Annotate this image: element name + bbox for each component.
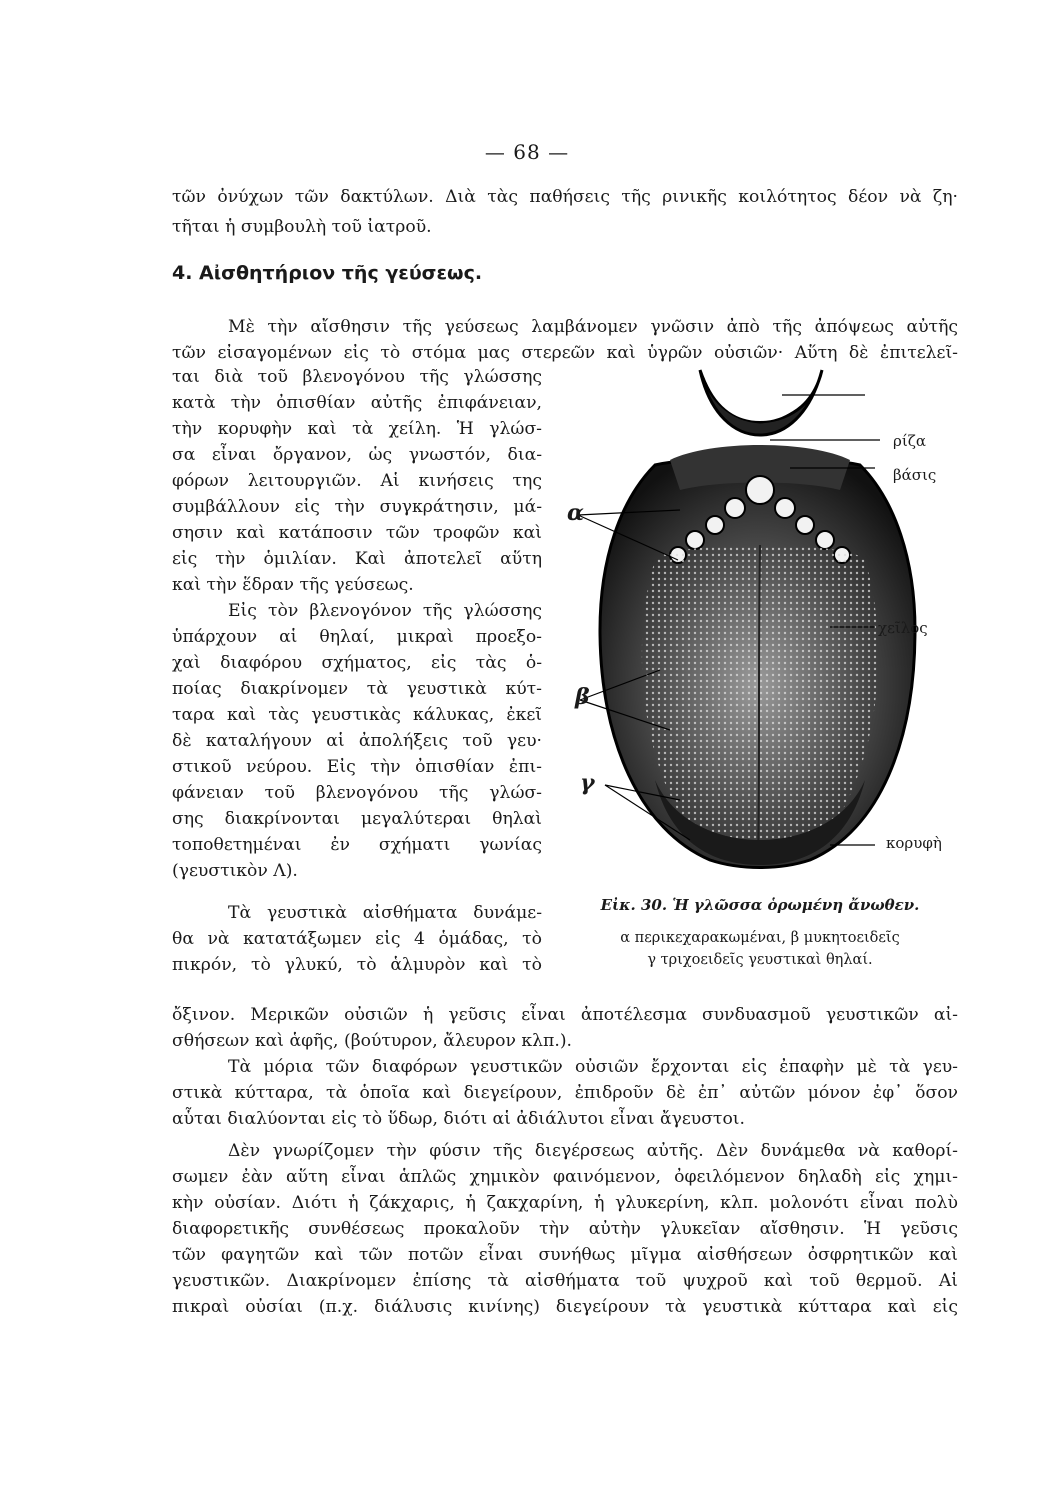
text-line: σησιν καὶ κατάποσιν τῶν τροφῶν καὶ <box>172 523 542 543</box>
figure-legend-line: γ τριχοειδεῖς γευστικαὶ θηλαί. <box>647 952 873 968</box>
label-edge: χεῖλος <box>878 619 928 637</box>
label-root: ρίζα <box>893 432 926 450</box>
text-line: σα εἶναι ὄργανον, ὡς γνωστόν, δια- <box>172 445 542 465</box>
text-line: ὄξινον. Μερικῶν οὐσιῶν ἡ γεῦσις εἶναι ἀποτέλεσμα συνδυασμοῦ γευστικῶν αἰ- <box>172 1005 958 1025</box>
figure-letter-c: γ <box>580 770 595 796</box>
text-line: εἰς τὴν ὁμιλίαν. Καὶ ἀποτελεῖ αὕτη <box>172 549 542 569</box>
text-line: δὲ καταλήγουν αἱ ἀπολήξεις τοῦ γευ· <box>172 731 542 751</box>
text-line: αὗται διαλύονται εἰς τὸ ὕδωρ, διότι αἱ ἀδιάλυτοι εἶναι ἄγευστοι. <box>172 1109 745 1129</box>
text-line: κατὰ τὴν ὀπισθίαν αὐτῆς ἐπιφάνειαν, <box>172 393 542 413</box>
text-line: φόρων λειτουργιῶν. Αἱ κινήσεις της <box>172 471 542 491</box>
text-line: πικραὶ οὐσίαι (π.χ. διάλυσις κινίνης) διεγείρουν τὰ γευστικὰ κύτταρα καὶ εἰς <box>172 1297 958 1317</box>
text-line: πικρόν, τὸ γλυκύ, τὸ ἁλμυρὸν καὶ τὸ <box>172 955 542 975</box>
text-line: ται διὰ τοῦ βλενογόνου τῆς γλώσσης <box>172 367 542 387</box>
figure-legend-line: α περικεχαρακωμέναι, β μυκητοειδεῖς <box>620 930 900 946</box>
text-line: τῶν ὀνύχων τῶν δακτύλων. Διὰ τὰς παθήσεις τῆς ρινικῆς κοιλότητος δέον νὰ ζη· <box>172 187 958 207</box>
text-line: τῶν εἰσαγομένων εἰς τὸ στόμα μας στερεῶν καὶ ὑγρῶν οὐσιῶν· Αὕτη δὲ ἐπιτελεῖ- <box>172 343 958 363</box>
text-line: γευστικῶν. Διακρίνομεν ἐπίσης τὰ αἰσθήματα τοῦ ψυχροῦ καὶ τοῦ θερμοῦ. Αἱ <box>172 1271 958 1291</box>
text-line: Μὲ τὴν αἴσθησιν τῆς γεύσεως λαμβάνομεν γνῶσιν ἀπὸ τῆς ἀπόψεως αὐτῆς <box>228 317 958 337</box>
figure-caption: Εἰκ. 30. Ἡ γλῶσσα ὁρωμένη ἄνωθεν. <box>600 896 920 914</box>
figure-letter-a: α <box>567 500 584 526</box>
text-line: τοποθετημέναι ἐν σχήματι γωνίας <box>172 835 542 855</box>
text-line: θα νὰ κατατάξωμεν εἰς 4 ὁμάδας, τὸ <box>172 929 542 949</box>
text-line: φάνειαν τοῦ βλενογόνου τῆς γλώσ- <box>172 783 542 803</box>
text-line: καὶ τὴν ἕδραν τῆς γεύσεως. <box>172 575 414 595</box>
text-line: ποίας διακρίνομεν τὰ γευστικὰ κύτ- <box>172 679 542 699</box>
text-line: ταρα καὶ τὰς γευστικὰς κάλυκας, ἐκεῖ <box>172 705 542 725</box>
text-line: στικὰ κύτταρα, τὰ ὁποῖα καὶ διεγείρουν, ἐπιδροῦν δὲ ἐπ᾽ αὐτῶν μόνον ἐφ᾽ ὅσον <box>172 1083 958 1103</box>
text-line: συμβάλλουν εἰς τὴν συγκράτησιν, μά- <box>172 497 542 517</box>
text-line: ὑπάρχουν αἱ θηλαί, μικραὶ προεξο- <box>172 627 542 647</box>
text-line: σης διακρίνονται μεγαλύτεραι θηλαὶ <box>172 809 542 829</box>
text-line: Τὰ μόρια τῶν διαφόρων γευστικῶν οὐσιῶν ἔρχονται εἰς ἐπαφὴν μὲ τὰ γευ- <box>228 1057 958 1077</box>
text-line: χαὶ διαφόρου σχήματος, εἰς τὰς ὁ- <box>172 653 542 673</box>
label-tip: κορυφὴ <box>886 834 942 852</box>
page-number: — 68 — <box>484 140 570 164</box>
text-line: στικοῦ νεύρου. Εἰς τὴν ὀπισθίαν ἐπι- <box>172 757 542 777</box>
text-line: σθήσεων καὶ ἁφῆς, (βούτυρον, ἄλευρον κλπ.). <box>172 1031 572 1051</box>
text-line: κὴν οὐσίαν. Διότι ἡ ζάκχαρις, ἡ ζακχαρίνη, ἡ γλυκερίνη, κλπ. μολονότι εἶναι πολὺ <box>172 1193 958 1213</box>
text-line: τῆται ἡ συμβουλὴ τοῦ ἰατροῦ. <box>172 217 432 237</box>
text-line: Εἰς τὸν βλενογόνον τῆς γλώσσης <box>228 601 542 621</box>
section-heading: 4. Αἰσθητήριον τῆς γεύσεως. <box>172 262 483 284</box>
text-line: σωμεν ἐὰν αὕτη εἶναι ἁπλῶς χημικὸν φαινόμενον, ὀφειλόμενον δηλαδὴ εἰς χημι- <box>172 1167 958 1187</box>
text-line: Δὲν γνωρίζομεν τὴν φύσιν τῆς διεγέρσεως αὐτῆς. Δὲν δυνάμεθα νὰ καθορί- <box>228 1141 958 1161</box>
text-line: τῶν φαγητῶν καὶ τῶν ποτῶν εἶναι συνήθως μῖγμα αἰσθήσεων ὀσφρητικῶν καὶ <box>172 1245 958 1265</box>
text-line: (γευστικὸν Λ). <box>172 861 298 881</box>
text-line: τὴν κορυφὴν καὶ τὰ χείλη. Ἡ γλώσ- <box>172 419 542 439</box>
figure-letter-b: β <box>575 684 590 710</box>
text-line: Τὰ γευστικὰ αἰσθήματα δυνάμε- <box>228 903 542 923</box>
text-line: διαφορετικῆς συνθέσεως προκαλοῦν τὴν αὐτὴν γλυκεῖαν αἴσθησιν. Ἡ γεῦσις <box>172 1219 958 1239</box>
label-base: βάσις <box>893 466 937 484</box>
